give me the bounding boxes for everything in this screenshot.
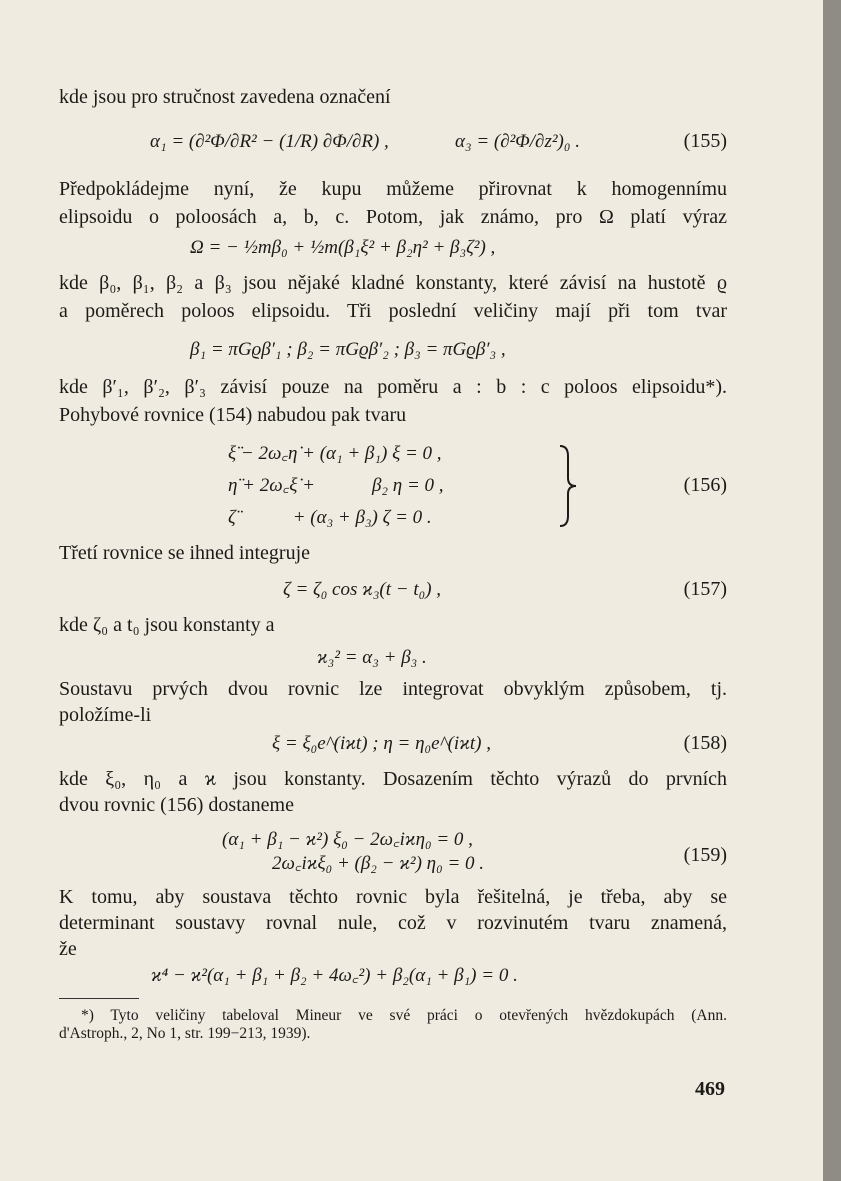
brace-156 xyxy=(556,444,580,528)
page-number: 469 xyxy=(695,1078,725,1100)
scan-edge xyxy=(823,0,841,1181)
text-line-13: dvou rovnic (156) dostaneme xyxy=(59,794,294,816)
equation-number-159: (159) xyxy=(683,844,727,866)
equation-number-156: (156) xyxy=(683,474,727,496)
footnote-rule xyxy=(59,998,139,999)
equation-156-row-1: ξ̈ − 2ω꜀η̇ + (α₁ + β₁) ξ = 0 , xyxy=(228,443,442,464)
text-line-4: kde β₀, β₁, β₂ a β₃ jsou nějaké kladné konstanty, které závisí na hustotě ϱ xyxy=(59,272,727,294)
equation-determinant: ϰ⁴ − ϰ²(α₁ + β₁ + β₂ + 4ω꜀²) + β₂(α₁ + β₁) = 0 . xyxy=(151,965,518,986)
text-line-8: Třetí rovnice se ihned integruje xyxy=(59,542,311,564)
equation-number-157: (157) xyxy=(683,578,727,600)
text-line-12: kde ξ₀, η₀ a ϰ jsou konstanty. Dosazením těchto výrazů do prvních xyxy=(59,768,727,790)
text-line-5: a poměrech poloos elipsoidu. Tři poslední veličiny mají při tom tvar xyxy=(59,300,727,322)
equation-155-alpha1: α₁ = (∂²Φ/∂R² − (1/R) ∂Φ/∂R) , xyxy=(150,131,389,152)
text-line-1: kde jsou pro stručnost zavedena označení xyxy=(59,86,391,108)
equation-156-row-2: η̈ + 2ω꜀ξ̇ + β₂ η = 0 , xyxy=(228,475,444,496)
text-line-14: K tomu, aby soustava těchto rovnic byla řešitelná, je třeba, aby se xyxy=(59,886,727,908)
equation-kappa3: ϰ₃² = α₃ + β₃ . xyxy=(317,647,427,668)
text-line-9: kde ζ₀ a t₀ jsou konstanty a xyxy=(59,614,275,636)
equation-omega: Ω = − ½mβ₀ + ½m(β₁ξ² + β₂η² + β₃ζ²) , xyxy=(190,237,496,258)
equation-159-row-2: 2ω꜀iϰξ₀ + (β₂ − ϰ²) η₀ = 0 . xyxy=(272,853,485,874)
text-line-6: kde β′₁, β′₂, β′₃ závisí pouze na poměru a : b : c poloos elipsoidu*). xyxy=(59,376,727,398)
text-line-7: Pohybové rovnice (154) nabudou pak tvaru xyxy=(59,404,407,426)
equation-155-alpha3: α₃ = (∂²Φ/∂z²)₀ . xyxy=(455,131,580,152)
equation-number-155: (155) xyxy=(683,130,727,152)
text-line-10: Soustavu prvých dvou rovnic lze integrovat obvyklým způsobem, tj. xyxy=(59,678,727,700)
equation-158: ξ = ξ₀e^(iϰt) ; η = η₀e^(iϰt) , xyxy=(272,733,491,754)
footnote-line-1: *) Tyto veličiny tabeloval Mineur ve své práci o otevřených hvězdokupách (Ann. xyxy=(81,1007,727,1024)
equation-156-row-3: ζ̈ + (α₃ + β₃) ζ = 0 . xyxy=(228,507,432,528)
equation-159-row-1: (α₁ + β₁ − ϰ²) ξ₀ − 2ω꜀iϰη₀ = 0 , xyxy=(222,829,473,850)
text-line-2: Předpokládejme nyní, že kupu můžeme přirovnat k homogennímu xyxy=(59,178,727,200)
equation-beta: β₁ = πGϱβ′₁ ; β₂ = πGϱβ′₂ ; β₃ = πGϱβ′₃ , xyxy=(190,339,506,360)
text-line-11: položíme-li xyxy=(59,704,152,726)
text-line-16: že xyxy=(59,938,77,960)
equation-157: ζ = ζ₀ cos ϰ₃(t − t₀) , xyxy=(283,579,442,600)
text-line-3: elipsoidu o poloosách a, b, c. Potom, jak známo, pro Ω platí výraz xyxy=(59,206,727,228)
text-line-15: determinant soustavy rovnal nule, což v rozvinutém tvaru znamená, xyxy=(59,912,727,934)
equation-number-158: (158) xyxy=(683,732,727,754)
footnote-line-2: d'Astroph., 2, No 1, str. 199−213, 1939). xyxy=(59,1025,311,1042)
